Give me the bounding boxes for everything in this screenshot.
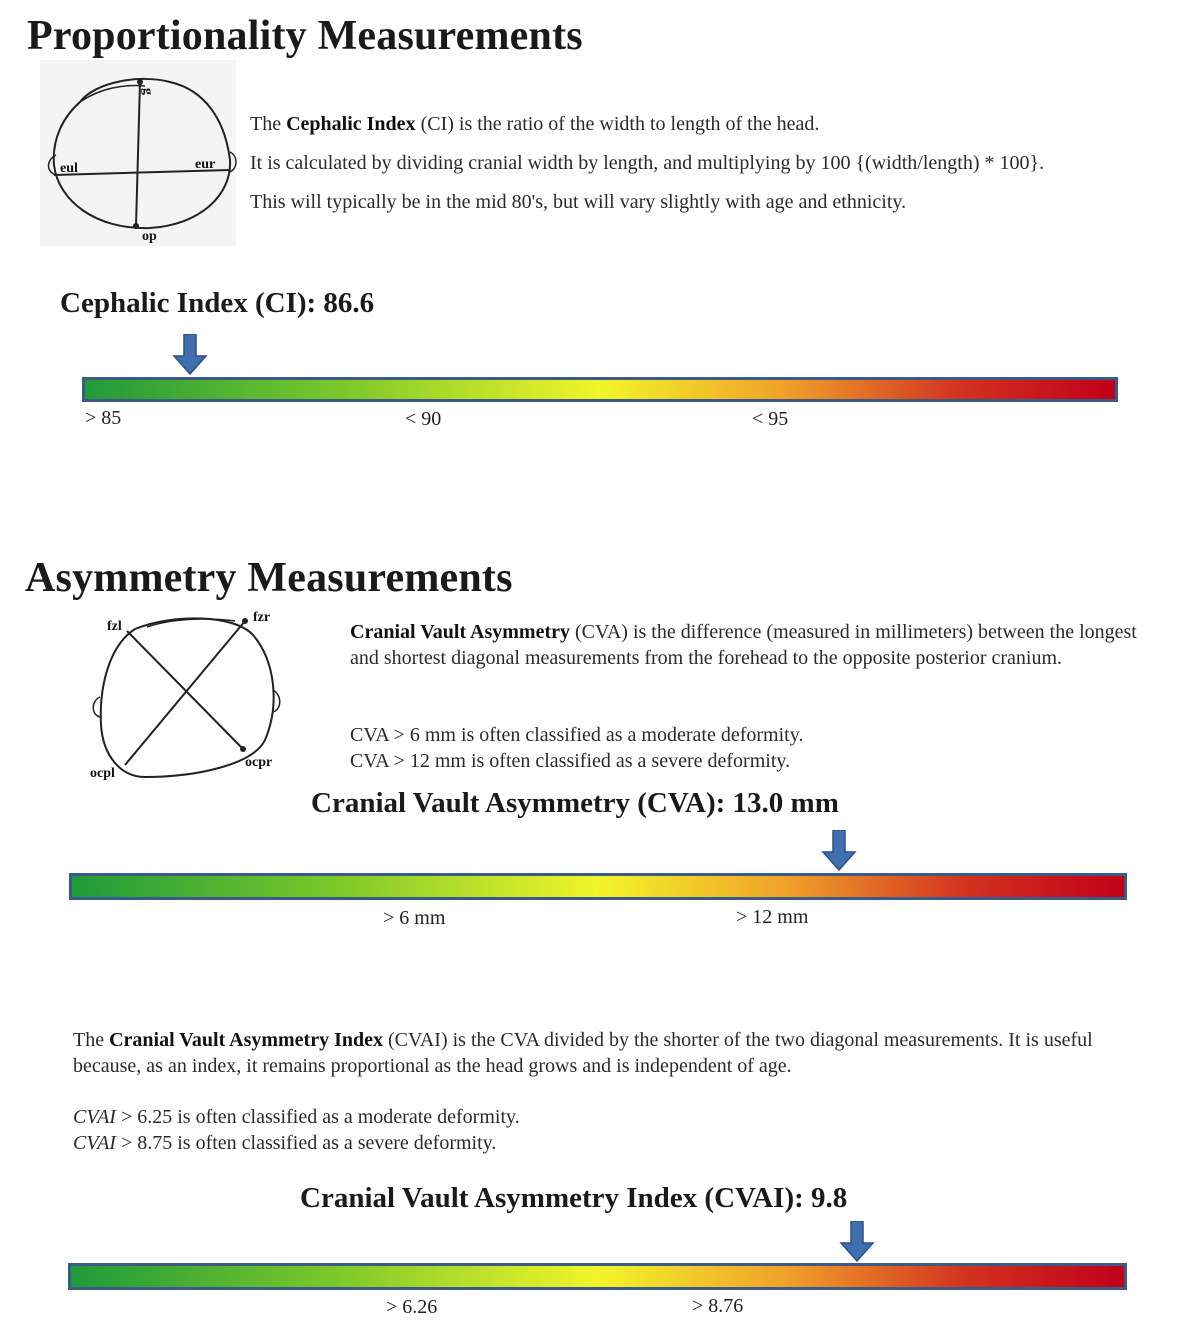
- ci-tick-2: < 90: [405, 408, 442, 430]
- cvai-gauge-title: Cranial Vault Asymmetry Index (CVAI): 9.8: [300, 1182, 848, 1214]
- ci-description-line1: The Cephalic Index (CI) is the ratio of the width to length of the head.: [250, 113, 820, 135]
- label-fzl: fzl: [107, 619, 122, 634]
- ci-description-line3: This will typically be in the mid 80's, but will vary slightly with age and ethnicity.: [250, 191, 907, 213]
- label-ocpl: ocpl: [90, 766, 115, 781]
- cvai-gauge-bar: [68, 1263, 1127, 1290]
- label-eul: eul: [60, 161, 78, 176]
- cvai-tick-2: > 8.76: [692, 1295, 744, 1317]
- cva-gauge-bar: [69, 873, 1127, 900]
- cva-moderate-note: CVA > 6 mm is often classified as a moderate deformity.: [350, 724, 804, 746]
- ci-tick-3: < 95: [752, 408, 789, 430]
- asymmetry-heading: Asymmetry Measurements: [25, 555, 513, 601]
- ci-description-line2: It is calculated by dividing cranial width by length, and multiplying by 100 {(width/length) * 100}.: [250, 152, 1045, 174]
- cvai-description: The Cranial Vault Asymmetry Index (CVAI) is the CVA divided by the shorter of the two diagonal measurements. It is useful because, as an index, it remains proportional as the head grows and is independent of age.: [73, 1029, 1093, 1077]
- cva-head-diagram: [85, 605, 290, 790]
- cvai-marker-arrow-icon: [839, 1221, 875, 1263]
- proportionality-heading: Proportionality Measurements: [27, 13, 583, 59]
- ci-marker-arrow-icon: [172, 334, 208, 376]
- ci-tick-1: > 85: [85, 407, 122, 429]
- cva-severe-note: CVA > 12 mm is often classified as a severe deformity.: [350, 750, 791, 772]
- cvai-moderate-note: CVAI > 6.25 is often classified as a moderate deformity.: [73, 1106, 520, 1128]
- ci-gauge-bar: [82, 377, 1118, 402]
- label-eur: eur: [195, 157, 216, 172]
- cva-gauge-title: Cranial Vault Asymmetry (CVA): 13.0 mm: [311, 787, 839, 819]
- label-g: g: [140, 88, 155, 95]
- ci-gauge-title: Cephalic Index (CI): 86.6: [60, 287, 375, 319]
- cva-tick-1: > 6 mm: [383, 907, 446, 929]
- cva-tick-2: > 12 mm: [736, 906, 809, 928]
- cva-marker-arrow-icon: [821, 830, 857, 872]
- cvai-severe-note: CVAI > 8.75 is often classified as a severe deformity.: [73, 1132, 497, 1154]
- cvai-tick-1: > 6.26: [386, 1296, 438, 1318]
- cephalic-head-diagram: [40, 60, 240, 250]
- label-ocpr: ocpr: [245, 755, 273, 770]
- label-op: op: [142, 229, 157, 244]
- cva-description: Cranial Vault Asymmetry (CVA) is the difference (measured in millimeters) between the longest and shortest diagonal measurements from the forehead to the opposite posterior cranium.: [350, 621, 1137, 669]
- label-fzr: fzr: [253, 610, 271, 625]
